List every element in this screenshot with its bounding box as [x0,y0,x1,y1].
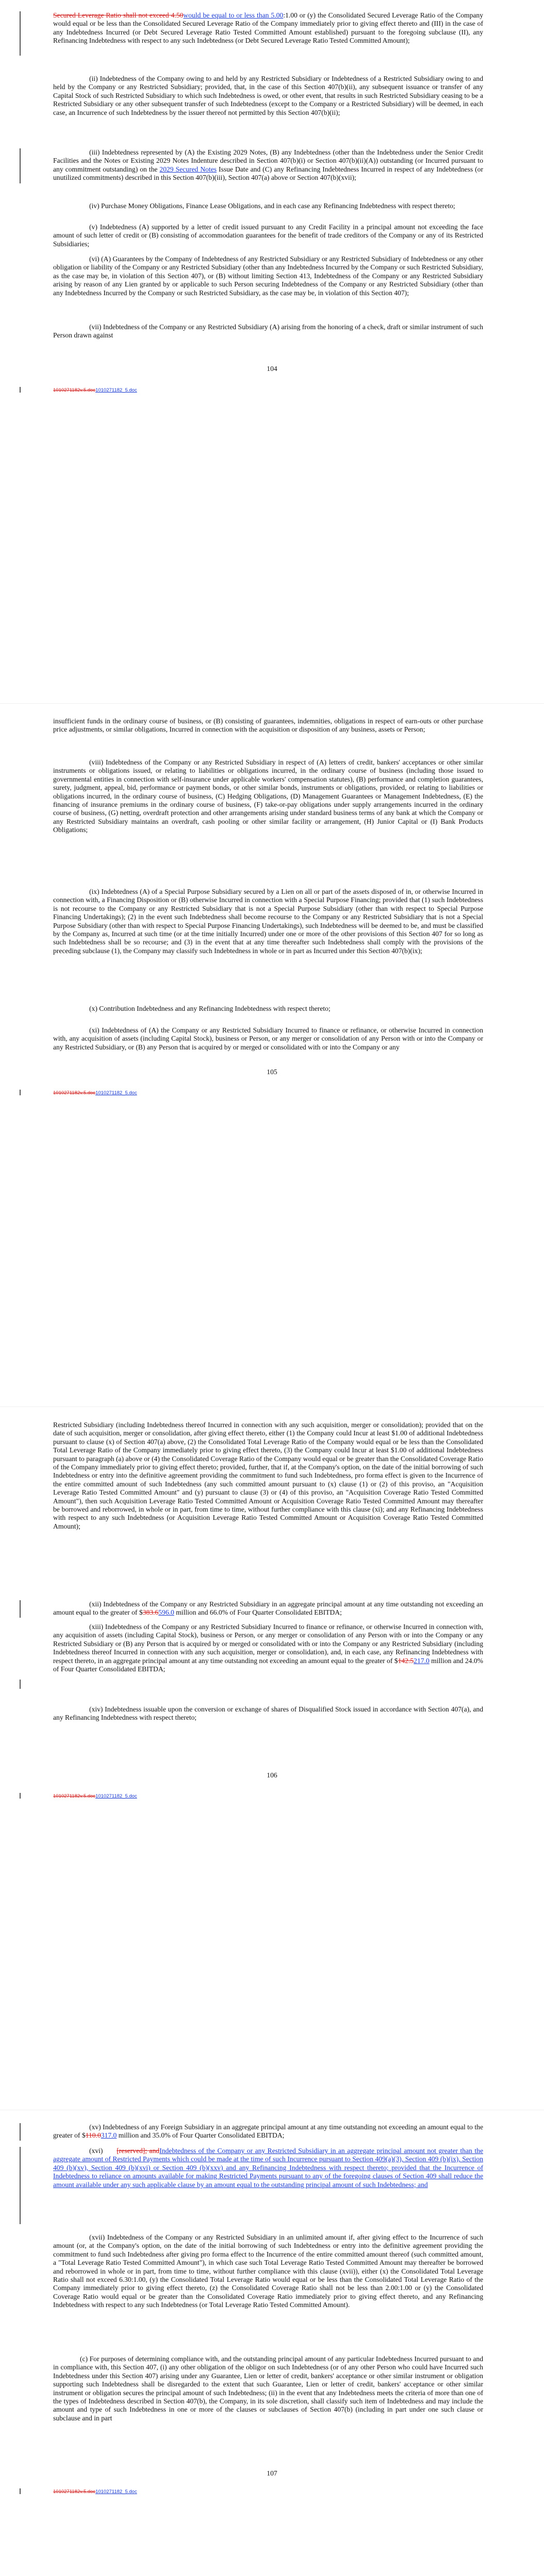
deleted-text: 383.6 [142,1608,159,1617]
paragraph-lead [53,11,483,45]
page-separator [0,703,544,704]
change-bar [20,387,21,393]
inserted-text: 317.0 [101,2131,117,2140]
deleted-text: 1010271182v.5.doc [53,2489,96,2495]
deleted-text: 1010271182v.5.doc [53,1090,96,1096]
inserted-text: 1010271182_5.doc [95,2489,137,2495]
paragraph-ii: (ii) Indebtedness of the Company owing to and held by any Restricted Subsidiary or Indebtedness of a Restricted Subsidiary owing to and held by the Company or any Restricted Subsidiary; provided, that, in the case of this Section 407(b)(ii), any subsequent issuance or transfer of any Capital Stock of such Restricted Subsidiary to which such Indebtedness is owed, or other event, that results in such Restricted Subsidiary ceasing to be a Restricted Subsidiary or any other subsequent transfer of such Indebtedness (except to the Company or a Restricted Subsidiary) will be deemed, in each case, an Incurrence of such Indebtedness by the issuer thereof not permitted by this Section 407(b)(ii); [53,75,483,116]
text: (xvi) [89,2147,103,2155]
paragraph-v: (v) Indebtedness (A) supported by a letter of credit issued pursuant to any Credit Facility in a principal amount not exceeding the face amount of such letter of credit or (B) consisting of accommodation guarantees for the benefit of trade creditors of the Company or any of its Restricted Subsidiaries; [53,223,483,248]
paragraph-xvii: (xvii) Indebtedness of the Company or any Restricted Subsidiary in an unlimited amount if, after giving effect to the Incurrence of such amount (or, at the Company's option, on the date of the initial borrowing of such Indebtedness or entry into the definitive agreement providing the commitment to fund such Indebtedness after giving pro forma effect to the Incurrence of the entire committed amount thereof (such committed amount, a "Total Leverage Ratio Tested Committed Amount"), in which case such Total Leverage Ratio Tested Committed Amount may thereafter be borrowed and reborrowed in whole or in part, from time to time, without further compliance with this clause (xvii)), either (x) the Consolidated Total Leverage Ratio shall not exceed 6.30:1.00, (y) the Consolidated Total Leverage Ratio would equal or be less than the Consolidated Total Leverage Ratio of the Company immediately prior to giving effect thereto, (z) the Consolidated Coverage Ratio shall not be less than 2.00:1.00 or (y) the Consolidated Coverage Ratio would equal or be greater than the Consolidated Coverage Ratio immediately prior to giving effect thereto, and any Refinancing Indebtedness with respect to any such Indebtedness (or Total Leverage Ratio Tested Committed Amount). [53,2233,483,2309]
change-bar [20,1793,21,1799]
change-bar [20,2147,21,2224]
text: Issue Date and (C) any Refinancing Indebtedness Incurred in respect of any Indebtedness (or unutilized commitments) described in this Section 407(b)(iii), Section 407(a) above or Section 407(b)(xvii); [53,165,483,182]
paragraph-xi: (xi) Indebtedness of (A) the Company or any Restricted Subsidiary Incurred to finance or refinance, or otherwise Incurred in connection with, any acquisition of assets (including Capital Stock), business or Person, or any merger or consolidation of any Person with or into the Company or any Restricted Subsidiary, or (B) any Person that is acquired by or merged or consolidated with or into the Company or any [53,1026,483,1051]
inserted-text: 2029 Secured Notes [159,165,217,173]
paragraph-iii [53,148,483,182]
inserted-text: Indebtedness of the Company or any Restricted Subsidiary in an aggregate principal amount not greater than the aggregate amount of Restricted Payments which could be made at the time of such Incurrence pursuant to Section 409(a)(3), Section 409 (b)(ix), Section 409 (b)(xv), Section 409 (b)(xvi) or Section 409 (b)(xxv) and any Refinancing Indebtedness with respect thereto; provided that the Incurrence of Indebtedness to reliance on amounts available for making Restricted Payments pursuant to any of the foregoing clauses of Section 409 shall reduce the amount available under any such applicable clause by an amount equal to the outstanding principal amount of such Indebtedness; and [53,2147,483,2189]
change-bar [20,2488,21,2494]
change-bar [20,1090,21,1095]
deleted-text: [reserved]; and [117,2147,160,2155]
paragraph-vii: (vii) Indebtedness of the Company or any Restricted Subsidiary (A) arising from the honoring of a check, draft or similar instrument of such Person drawn against [53,323,483,340]
inserted-text: 596.0 [158,1608,174,1617]
footer-doc-id [53,2489,137,2495]
text: (xii) Indebtedness of the Company or any Restricted Subsidiary in an aggregate principal amount at any time outstanding not exceeding an amount equal to the greater of $ [53,1600,483,1617]
footer-doc-id [53,1793,137,1799]
paragraph-c: (c) For purposes of determining compliance with, and the outstanding principal amount of any particular Indebtedness Incurred pursuant to and in compliance with, this Section 407, (i) any other obligation of the obligor on such Indebtedness (or of any other Person who could have Incurred such Indebtedness under this Section 407) arising under any Guarantee, Lien or letter of credit, bankers' acceptance or other similar instrument or obligation supporting such Indebtedness shall be disregarded to the extent that such Guarantee, Lien or letter of credit, bankers' acceptance or other similar instrument or obligation secures the principal amount of such Indebtedness; (ii) in the event that any Indebtedness meets the criteria of more than one of the types of Indebtedness described in Section 407(b), the Company, in its sole discretion, shall classify such item of Indebtedness and may include the amount and type of such Indebtedness in one or more of the clauses or subclauses of Section 407(b) (including in part under one such clause or subclause and in part [53,2355,483,2422]
page-separator [0,1406,544,1407]
change-bar [20,11,21,56]
deleted-text: 1010271182v.5.doc [53,1793,96,1799]
paragraph-ix: (ix) Indebtedness (A) of a Special Purpose Subsidiary secured by a Lien on all or part of the assets disposed of in, or otherwise Incurred in connection with, a Financing Disposition or (B) otherwise Incurred in connection with a Special Purpose Financing; provided that (1) such Indebtedness is not recourse to the Company or any Restricted Subsidiary that is not a Special Purpose Subsidiary (other than with respect to Special Purpose Financing Undertakings); (2) in the event such Indebtedness shall become recourse to the Company or any Restricted Subsidiary that is not a Special Purpose Subsidiary (other than with respect to Special Purpose Financing Undertakings), such Indebtedness will be deemed to be, and must be classified by the Company as, Incurred at such time (or at the time initially Incurred) under one or more of the other provisions of this Section 407 for so long as such Indebtedness shall be so recourse; and (3) in the event that at any time thereafter such Indebtedness shall comply with the provisions of the preceding subclause (1), the Company may classify such Indebtedness in whole or in part as Incurred under this Section 407(b)(ix); [53,888,483,955]
page-number: 105 [267,1068,277,1076]
deleted-text: 1010271182v.5.doc [53,387,96,393]
text: (iii) Indebtedness represented by (A) the Existing 2029 Notes, (B) any Indebtedness (other than the Indebtedness under the Senior Credit Facilities and the Notes or Existing 2029 Notes Indenture described in Section 407(b)(i) or Section 407(b)(ii)(A)) outstanding (or Incurred pursuant to any commitment outstanding) on the [53,148,483,173]
paragraph-x: (x) Contribution Indebtedness and any Refinancing Indebtedness with respect thereto; [89,1005,331,1012]
inserted-text: 1010271182_5.doc [95,1090,137,1096]
deleted-text: Secured Leverage Ratio shall not exceed 4.50 [53,11,184,19]
text: (xiii) Indebtedness of the Company or any Restricted Subsidiary Incurred to finance or refinance, or otherwise Incurred in connection with, any acquisition of assets (including Capital Stock), business or Person, or any merger or consolidation of any Person with or into the Company or any Restricted Subsidiary or (B) any Person that is acquired by or merged or consolidated with or into the Company or any Restricted Subsidiary (including Indebtedness thereof Incurred in connection with any such acquisition, merger or consolidation), and, in each case, any Refinancing Indebtedness with respect thereto, in an aggregate principal amount at any time outstanding not exceeding an amount equal to the greater of $ [53,1623,483,1665]
deleted-text: 142.5 [398,1656,414,1665]
paragraph-continuation: Restricted Subsidiary (including Indebtedness thereof Incurred in connection with any such acquisition, merger or consolidation); provided that on the date of such acquisition, merger or consolidation, after giving effect thereto, either (1) the Company could Incur at least $1.00 of additional Indebtedness pursuant to clause (x) of Section 407(a) above, (2) the Consolidated Total Leverage Ratio of the Company would equal or be less than the Consolidated Total Leverage Ratio of the Company immediately prior to giving effect thereto, (3) the Company could Incur at least $1.00 of additional Indebtedness pursuant to paragraph (a) above or (4) the Consolidated Coverage Ratio of the Company would equal or be greater than the Consolidated Coverage Ratio of the Company immediately prior to giving effect thereto; provided, further, that if, at the Company's option, on the date of the initial borrowing of such Indebtedness or entry into the definitive agreement providing the commitment to fund such Indebtedness, pro forma effect is given to the Incurrence of the entire committed amount of such Indebtedness (any such committed amount pursuant to (x) clause (1) or (2) of this proviso, an "Acquisition Leverage Ratio Tested Committed Amount" and (y) pursuant to clause (3) or (4) of this proviso, an "Acquisition Coverage Ratio Tested Committed Amount"), then such Acquisition Leverage Ratio Tested Committed Amount or Acquisition Coverage Ratio Tested Committed Amount may thereafter be borrowed and reborrowed, in whole or in part, from time to time, without further compliance with this clause (xi); and any Refinancing Indebtedness with respect to any such Indebtedness (or Acquisition Leverage Ratio Tested Committed Amount or Acquisition Coverage Ratio Tested Committed Amount); [53,1421,483,1530]
inserted-text: 1010271182_5.doc [95,387,137,393]
text: :1.00 or (y) the Consolidated Secured Leverage Ratio of the Company would equal or be less than the Consolidated Secured Leverage Ratio of the Company immediately prior to giving effect thereto and (III) in the case of any Indebtedness Incurred (or Debt Secured Leverage Ratio Tested Committed Amount established) pursuant to the foregoing subclause (II), any Refinancing Indebtedness with respect to any such Indebtedness (or Debt Secured Leverage Ratio Tested Committed Amount); [53,11,484,45]
text: million and 24.0% of Four Quarter Consolidated EBITDA; [53,1656,483,1673]
paragraph-iv: (iv) Purchase Money Obligations, Finance Lease Obligations, and in each case any Refinancing Indebtedness with respect thereto; [89,202,455,210]
text: million and 35.0% of Four Quarter Consolidated EBITDA; [117,2131,285,2140]
page-number: 106 [267,1771,277,1779]
page-number: 104 [267,365,277,372]
inserted-text: 1010271182_5.doc [95,1793,137,1799]
paragraph-viii: (viii) Indebtedness of the Company or any Restricted Subsidiary in respect of (A) letters of credit, bankers' acceptances or other similar instruments or obligations issued, or relating to liabilities or obligations incurred, in the ordinary course of business (including those issued to governmental entities in connection with self-insurance under applicable workers' compensation statutes), (B) performance and completion guarantees, surety, judgment, appeal, bid, performance or payment bonds, or other similar bonds, instruments or obligations, provided, or relating to liabilities or obligations incurred, in the ordinary course of business, (C) Hedging Obligations, (D) Management Guarantees or Management Indebtedness, (E) the financing of insurance premiums in the ordinary course of business, (F) take-or-pay obligations under supply arrangements incurred in the ordinary course of business, (G) netting, overdraft protection and other arrangements arising under standard business terms of any bank at which the Company or any Restricted Subsidiary maintains an overdraft, cash pooling or other similar facility or arrangement, (H) Junior Capital or (I) Bank Products Obligations; [53,758,483,834]
paragraph-xiii [53,1623,483,1673]
deleted-text: 110.0 [85,2131,101,2140]
paragraph-xv [53,2123,483,2140]
change-bar [20,2123,21,2141]
change-bar [20,148,21,183]
inserted-text: would be equal to or less than 5.00 [183,11,284,19]
paragraph-xii [53,1600,483,1617]
change-bar [20,1600,21,1618]
paragraph-vi: (vi) (A) Guarantees by the Company of Indebtedness of any Restricted Subsidiary or any Restricted Subsidiary of Indebtedness or any other obligation or liability of the Company or any Restricted Subsidiary (other than any Indebtedness Incurred by the Company or such Restricted Subsidiary, as the case may be, in violation of this Section 407), or (B) without limiting Section 413, Indebtedness of the Company or any Restricted Subsidiary arising by reason of any Lien granted by or applicable to such Person securing Indebtedness of the Company or any Restricted Subsidiary (other than any Indebtedness Incurred by the Company or such Restricted Subsidiary, as the case may be, in violation of this Section 407); [53,255,483,297]
text: (xv) Indebtedness of any Foreign Subsidiary in an aggregate principal amount at any time outstanding not exceeding an amount equal to the greater of $ [53,2123,483,2140]
inserted-text: 217.0 [414,1656,430,1665]
paragraph-xiv: (xiv) Indebtedness issuable upon the conversion or exchange of shares of Disqualified Stock issued in accordance with Section 407(a), and any Refinancing Indebtedness with respect thereto; [53,1705,483,1722]
footer-doc-id [53,387,137,393]
footer-doc-id [53,1090,137,1096]
text: million and 66.0% of Four Quarter Consolidated EBITDA; [174,1608,342,1617]
change-bar [20,1680,21,1689]
paragraph-continuation: insufficient funds in the ordinary course of business, or (B) consisting of guarantees, indemnities, obligations in respect of earn-outs or other purchase price adjustments, or similar obligations, Incurred in connection with the acquisition or disposition of any business, assets or Person; [53,717,483,734]
page-number: 107 [267,2469,277,2477]
paragraph-xvi [53,2147,483,2189]
